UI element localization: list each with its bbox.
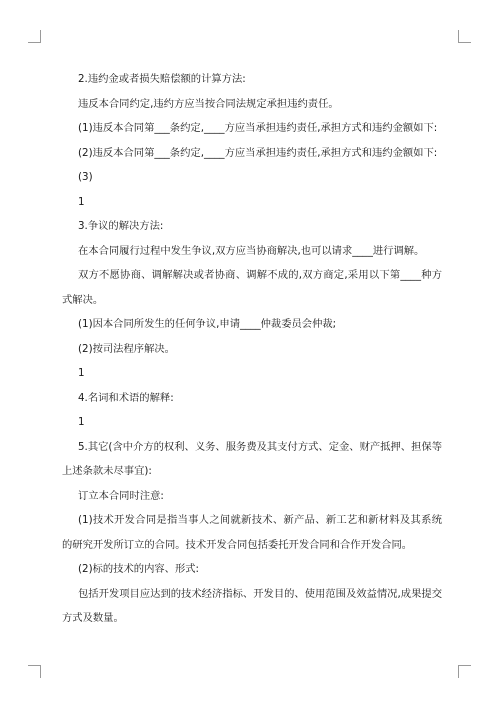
resolution-item-judicial: (2)按司法程序解决。 [78,342,175,355]
resolution-item-arbitration: (1)因本合同所发生的任何争议,申请____仲裁委员会仲裁; [78,318,337,330]
page-corner-mark-top-right [458,30,471,43]
paragraph-negotiation: 在本合同履行过程中发生争议,双方应当协商解决,也可以请求____进行调解。 [78,244,425,257]
placeholder-number: 1 [78,367,85,379]
section-heading-other-matters: 5.其它(含中介方的权利、义务、服务费及其支付方式、定金、财产抵押、担保等上述条款未尽事宜): [62,440,442,477]
clause-item-1: (1)违反本合同第___条约定,____方应当承担违约责任,承担方式和违约金额如下: [78,122,438,134]
page-corner-mark-top-left [28,30,41,43]
section-heading-dispute-resolution: 3.争议的解决方法: [78,220,164,232]
placeholder-number: 1 [78,195,85,208]
clause-item-3: (3) [78,171,93,183]
page-corner-mark-bottom-left [28,665,41,678]
placeholder-number: 1 [78,416,85,428]
paragraph-breach-liability: 违反本合同约定,违约方应当按合同法规定承担违约责任。 [78,97,339,110]
section-heading-penalty-calculation: 2.违约金或者损失赔偿额的计算方法: [78,73,246,85]
section-heading-terms-definitions: 4.名词和术语的解释: [78,391,174,404]
paragraph-development-content: 包括开发项目应达到的技术经济指标、开发目的、使用范围及效益情况,成果提交方式及数量。 [62,587,442,624]
document-body [62,67,442,631]
subheading-notes: 订立本合同时注意: [78,489,164,502]
page-corner-mark-bottom-right [458,665,471,678]
note-item-2: (2)标的技术的内容、形式: [78,563,200,575]
paragraph-resolution-method: 双方不愿协商、调解解决或者协商、调解不成的,双方商定,采用以下第____种方式解决。 [62,269,442,306]
note-item-1: (1)技术开发合同是指当事人之间就新技术、新产品、新工艺和新材料及其系统的研究开发所订立的合同。技术开发合同包括委托开发合同和合作开发合同。 [62,514,442,551]
clause-item-2: (2)违反本合同第___条约定,____方应当承担违约责任,承担方式和违约金额如下: [78,146,438,159]
